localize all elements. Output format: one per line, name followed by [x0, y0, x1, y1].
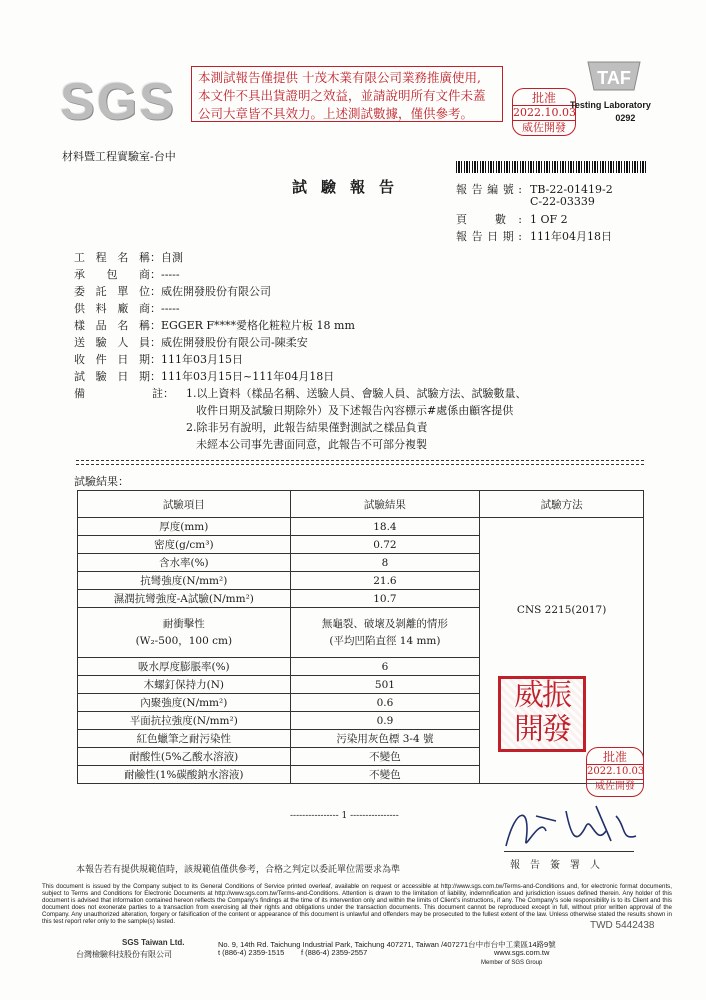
row-result-line: (平均凹陷直徑 14 mm) — [329, 634, 441, 647]
remarks-label: 備 — [74, 387, 85, 400]
page-value: 1 OF 2 — [530, 213, 568, 226]
info-row: 試驗日期：111年03月15日~111年04月18日 — [74, 370, 335, 383]
table-row — [78, 518, 644, 536]
info-row: 工程名稱：自測 — [74, 251, 183, 264]
info-value: 自測 — [161, 251, 183, 264]
row-result: 21.6 — [290, 572, 480, 590]
report-date-value: 111年04月18日 — [530, 230, 612, 243]
header-method: 試驗方法 — [480, 491, 644, 518]
info-value: 威佐開發股份有限公司-陳柔安 — [161, 336, 308, 349]
notice-line: 本文件不具出貨證明之效益，並請說明所有文件未蓋 — [198, 88, 486, 103]
row-result — [290, 608, 480, 658]
info-row: 收件日期：111年03月15日 — [74, 353, 243, 366]
row-result: 501 — [290, 676, 480, 694]
info-row: 供料廠商：----- — [74, 302, 180, 315]
row-item-line: (W₂-500，100 cm) — [135, 634, 233, 647]
info-label: 工程名稱 — [74, 251, 150, 264]
row-result: 10.7 — [290, 590, 480, 608]
info-label: 試驗日期 — [74, 370, 150, 383]
remarks-note-label: 註： — [152, 387, 174, 400]
row-result: 8 — [290, 554, 480, 572]
signature — [496, 796, 646, 856]
info-value: 111年03月15日 — [161, 353, 243, 366]
row-item: 密度(g/cm³) — [78, 536, 291, 554]
row-item: 厚度(mm) — [78, 518, 291, 536]
info-value: ----- — [161, 302, 180, 315]
report-number-2: C-22-03339 — [530, 195, 595, 208]
info-value: 111年03月15日~111年04月18日 — [161, 370, 335, 383]
taf-logo — [584, 60, 644, 92]
info-value: EGGER F****愛格化粧粒片板 18 mm — [161, 319, 355, 332]
page-row — [456, 211, 568, 227]
method-value: CNS 2215(2017) — [516, 603, 607, 616]
company-seal: 威振開發 — [498, 676, 586, 752]
info-row: 委託單位：威佐開發股份有限公司 — [74, 285, 271, 298]
divider — [76, 460, 644, 461]
info-label: 供料廠商 — [74, 302, 150, 315]
taf-line2: 0292 — [615, 113, 636, 123]
remark-line: 2.除非另有說明，此報告結果僅對測試之樣品負責 — [186, 421, 428, 434]
row-item: 含水率(%) — [78, 554, 291, 572]
table-end-marker: ---------------- 1 ---------------- — [290, 811, 399, 821]
disclaimer: This document is issued by the Company subject to its General Conditions of Service printed overleaf, available on request or accessible at http://www.sgs.com.tw/Terms-and-Conditions and, for electronic format documents, subject to Terms and Conditions for Electronic Documents at http://www.sgs.com.tw/Terms-and-Conditions. Attention is drawn to the limitation of liability, indemnification and jurisdiction issues defined therein. Any holder of this document is advised that information contained hereon reflects the Company's findings at the time of its intervention only and within the limits of Client's instructions, if any. The Company's sole responsibility is to its Client and this document does not exonerate parties to a transaction from exercising all their rights and obligations under the transaction documents. This document cannot be reproduced except in full, without prior written approval of the Company. Any unauthorized alteration, forgery or falsification of the content or appearance of this document is unlawful and offenders may be prosecuted to the fullest extent of the law. Unless otherwise stated the results shown in this test report refer only to the sample(s) tested. — [42, 883, 672, 925]
info-label: 送驗人員 — [74, 336, 150, 349]
taf-logo-text: TAF — [597, 68, 631, 88]
report-date-label: 報告日期: — [456, 230, 522, 243]
row-item: 內聚強度(N/mm²) — [78, 694, 291, 712]
info-label: 承包商 — [74, 268, 150, 281]
notice-line: 本測試報告僅提供 十茂木業有限公司業務推廣使用, — [198, 70, 481, 85]
page-label: 頁 數: — [456, 213, 522, 226]
serial-number: TWD 5442438 — [590, 920, 655, 931]
signer-label: 報告簽署人 — [510, 860, 610, 871]
row-result: 0.9 — [290, 712, 480, 730]
taf-accreditation — [570, 99, 651, 125]
report-date-row — [456, 228, 612, 244]
results-label: 試驗結果： — [74, 475, 129, 488]
row-result: 0.72 — [290, 536, 480, 554]
row-item: 紅色蠟筆之耐污染性 — [78, 730, 291, 748]
sgs-logo: SGS — [60, 73, 176, 131]
lab-name: 材料暨工程實驗室-台中 — [62, 150, 176, 163]
stamp-date: 2022.10.03 — [513, 106, 576, 119]
fax: f (886-4) 2359-2557 — [300, 948, 368, 957]
row-item: 抗彎強度(N/mm²) — [78, 572, 291, 590]
member-of-group: Member of SGS Group — [481, 960, 543, 966]
row-item-line: 耐衝擊性 — [162, 617, 205, 630]
approval-stamp-bottom — [586, 747, 644, 797]
info-row: 樣品名稱：EGGER F****愛格化粧粒片板 18 mm — [74, 319, 355, 332]
stamp-date: 2022.10.03 — [587, 764, 643, 780]
stamp-approve-label: 批准 — [602, 750, 627, 764]
row-result: 0.6 — [290, 694, 480, 712]
report-title: 試驗報告 — [292, 178, 409, 196]
header-item: 試驗項目 — [78, 491, 291, 518]
company-address: No. 9, 14th Rd. Taichung Industrial Park, Taichung 407271, Taiwan /407271台中市台中工業區14路9號 — [218, 940, 556, 949]
info-row: 承包商：----- — [74, 268, 180, 281]
row-item: 平面抗拉強度(N/mm²) — [78, 712, 291, 730]
header-result: 試驗結果 — [290, 491, 480, 518]
info-label: 委託單位 — [74, 285, 150, 298]
row-item: 耐酸性(5%乙酸水溶液) — [78, 748, 291, 766]
company-website: www.sgs.com.tw — [494, 948, 550, 957]
row-result: 18.4 — [290, 518, 480, 536]
stamp-approve-label: 批准 — [531, 91, 556, 105]
row-result: 不變色 — [290, 748, 480, 766]
report-number-value: TB-22-01419-2 — [530, 183, 613, 196]
red-notice-stamp — [191, 66, 503, 122]
info-label: 樣品名稱 — [74, 319, 150, 332]
row-item — [78, 608, 291, 658]
remark-line: 收件日期及試驗日期除外）及下述報告內容標示#處係由顧客提供 — [196, 404, 514, 417]
row-item: 濕潤抗彎強度-A試驗(N/mm²) — [78, 590, 291, 608]
approval-stamp-top — [512, 88, 576, 136]
remark-line: 1.以上資料（樣品名稱、送驗人員、會驗人員、試驗方法、試驗數量、 — [186, 387, 527, 400]
row-item: 耐鹼性(1%碳酸鈉水溶液) — [78, 766, 291, 784]
stamp-name: 威佐開發 — [522, 121, 566, 134]
row-result: 6 — [290, 658, 480, 676]
info-label: 收件日期 — [74, 353, 150, 366]
info-value: ----- — [161, 268, 180, 281]
row-item: 木螺釘保持力(N) — [78, 676, 291, 694]
report-number-label: 報告編號: — [456, 183, 522, 196]
stamp-name: 威佐開發 — [595, 781, 635, 792]
remark-line: 未經本公司事先書面同意，此報告不可部分複製 — [196, 438, 427, 451]
info-row: 送驗人員：威佐開發股份有限公司-陳柔安 — [74, 336, 308, 349]
row-item: 吸水厚度膨脹率(%) — [78, 658, 291, 676]
company-name-en: SGS Taiwan Ltd. — [122, 938, 185, 947]
phone: t (886-4) 2359-1515 — [218, 948, 285, 957]
taf-line1: Testing Laboratory — [570, 100, 651, 110]
row-result: 污染用灰色標 3-4 號 — [290, 730, 480, 748]
company-contact — [218, 948, 367, 957]
divider — [76, 464, 644, 465]
range-note: 本報告若有提供規範值時，該規範值僅供參考，合格之判定以委託單位需要求為準 — [76, 865, 401, 875]
notice-line: 公司大章皆不具效力。上述測試數據，僅供參考。 — [198, 106, 474, 121]
signature-line — [504, 851, 634, 852]
row-result: 不變色 — [290, 766, 480, 784]
info-value: 威佐開發股份有限公司 — [161, 285, 271, 298]
company-name-zh: 台灣檢驗科技股份有限公司 — [76, 950, 172, 959]
row-result-line: 無龜裂、破壞及剝離的情形 — [321, 617, 448, 630]
table-header-row — [78, 491, 644, 518]
barcode — [456, 161, 646, 173]
